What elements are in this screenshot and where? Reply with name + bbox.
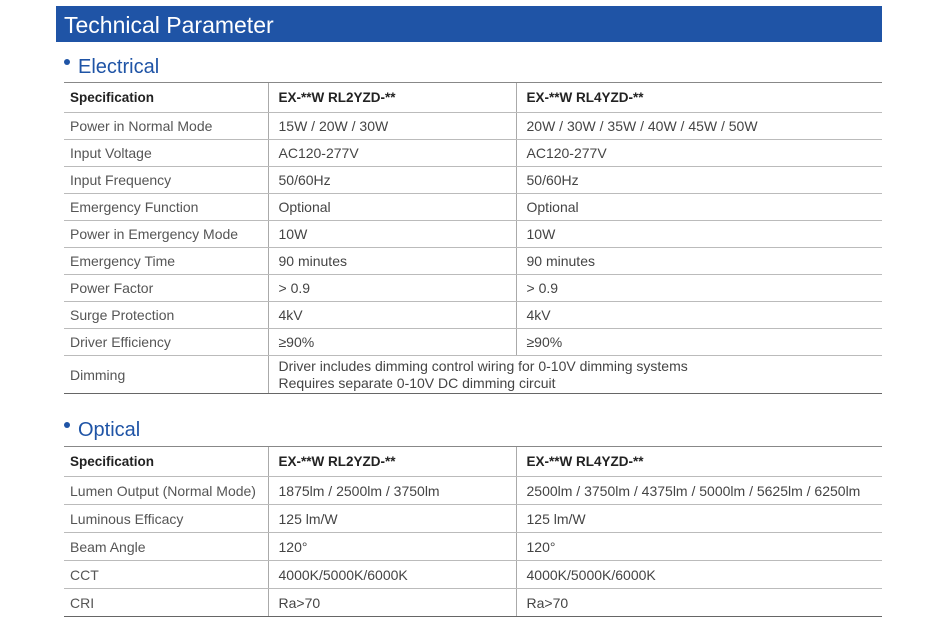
title-bar (56, 6, 882, 42)
electrical-heading (64, 54, 159, 80)
dimming-line-1: Driver includes dimming control wiring for 0-10V dimming systems (278, 357, 688, 374)
spec-name: Dimming (64, 356, 268, 394)
spec-name: Lumen Output (Normal Mode) (64, 477, 268, 505)
spec-name: Power in Emergency Mode (64, 221, 268, 248)
table-header-row (64, 447, 882, 477)
optical-heading-text: Optical (78, 419, 141, 441)
spec-value-rl4: 4000K/5000K/6000K (516, 561, 882, 589)
spec-value-rl2: 120° (268, 533, 516, 561)
spec-value-rl2: Ra>70 (268, 589, 516, 617)
bullet-icon (64, 59, 70, 65)
spec-value-rl4: 2500lm / 3750lm / 4375lm / 5000lm / 5625lm / 6250lm (516, 477, 882, 505)
spec-name: Surge Protection (64, 302, 268, 329)
dimming-line-2: Requires separate 0-10V DC dimming circuit (278, 374, 556, 391)
spec-value-rl4: > 0.9 (516, 275, 882, 302)
spec-name: Input Voltage (64, 140, 268, 167)
table-row (64, 561, 882, 589)
spec-value-rl4: 120° (516, 533, 882, 561)
spec-value-rl2: 4000K/5000K/6000K (268, 561, 516, 589)
column-header-specification: Specification (64, 83, 268, 113)
spec-value-rl2: 90 minutes (268, 248, 516, 275)
dimming-description (268, 356, 882, 394)
spec-value-rl2: 15W / 20W / 30W (268, 113, 516, 140)
spec-value-rl4: 50/60Hz (516, 167, 882, 194)
spec-value-rl4: ≥90% (516, 329, 882, 356)
spec-name: CCT (64, 561, 268, 589)
table-row (64, 477, 882, 505)
bullet-icon (64, 422, 70, 428)
spec-value-rl2: 125 lm/W (268, 505, 516, 533)
optical-table (64, 446, 882, 617)
table-row (64, 140, 882, 167)
spec-name: CRI (64, 589, 268, 617)
table-row (64, 329, 882, 356)
column-header-rl4: EX-**W RL4YZD-** (516, 447, 882, 477)
optical-heading (64, 417, 140, 443)
spec-name: Luminous Efficacy (64, 505, 268, 533)
column-header-rl2: EX-**W RL2YZD-** (268, 447, 516, 477)
spec-name: Emergency Function (64, 194, 268, 221)
table-row (64, 113, 882, 140)
table-row (64, 194, 882, 221)
spec-value-rl2: 50/60Hz (268, 167, 516, 194)
table-row (64, 248, 882, 275)
table-row (64, 167, 882, 194)
spec-value-rl4: AC120-277V (516, 140, 882, 167)
table-header-row (64, 83, 882, 113)
table-row (64, 589, 882, 617)
column-header-rl4: EX-**W RL4YZD-** (516, 83, 882, 113)
spec-value-rl4: 4kV (516, 302, 882, 329)
spec-name: Power in Normal Mode (64, 113, 268, 140)
table-row (64, 275, 882, 302)
page-title: Technical Parameter (64, 12, 274, 38)
spec-value-rl4: 20W / 30W / 35W / 40W / 45W / 50W (516, 113, 882, 140)
column-header-rl2: EX-**W RL2YZD-** (268, 83, 516, 113)
table-row (64, 221, 882, 248)
column-header-specification: Specification (64, 447, 268, 477)
spec-value-rl4: Ra>70 (516, 589, 882, 617)
spec-value-rl2: > 0.9 (268, 275, 516, 302)
spec-value-rl4: 125 lm/W (516, 505, 882, 533)
spec-value-rl4: 90 minutes (516, 248, 882, 275)
electrical-heading-text: Electrical (78, 56, 160, 78)
spec-name: Beam Angle (64, 533, 268, 561)
spec-value-rl2: 4kV (268, 302, 516, 329)
spec-value-rl2: 1875lm / 2500lm / 3750lm (268, 477, 516, 505)
spec-name: Emergency Time (64, 248, 268, 275)
table-row (64, 505, 882, 533)
spec-value-rl2: Optional (268, 194, 516, 221)
spec-value-rl2: 10W (268, 221, 516, 248)
spec-value-rl4: Optional (516, 194, 882, 221)
spec-name: Power Factor (64, 275, 268, 302)
table-row-dimming (64, 356, 882, 394)
spec-value-rl4: 10W (516, 221, 882, 248)
electrical-table (64, 82, 882, 394)
table-row (64, 302, 882, 329)
spec-value-rl2: ≥90% (268, 329, 516, 356)
spec-name: Input Frequency (64, 167, 268, 194)
table-row (64, 533, 882, 561)
spec-name: Driver Efficiency (64, 329, 268, 356)
spec-value-rl2: AC120-277V (268, 140, 516, 167)
